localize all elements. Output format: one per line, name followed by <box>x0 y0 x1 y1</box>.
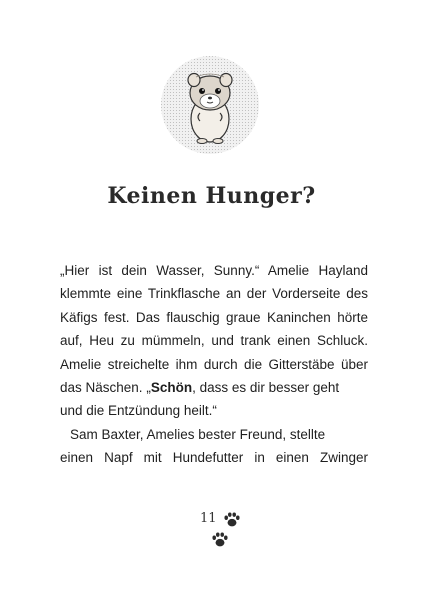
text-fragment: „ <box>146 379 151 395</box>
hamster-illustration-icon <box>160 55 260 155</box>
emphasis-word: Schön <box>150 379 193 395</box>
text-line: Käfigs fest. Das flauschig graue Kaninchen hörte <box>60 309 368 325</box>
text-line: „Hier ist dein Wasser, Sunny.“ Amelie Hayland <box>60 263 368 278</box>
paw-print-icon <box>223 512 241 528</box>
text-line: klemmte eine Trinkflasche an der Vorderseite des <box>60 286 368 302</box>
text-line: einen Napf mit Hundefutter in einen Zwinger <box>60 450 368 466</box>
text-line: Amelie streichelte ihm durch die Gitterstäbe über <box>60 356 368 372</box>
text-line <box>60 376 368 399</box>
body-text <box>60 259 368 470</box>
text-fragment: , dass es dir besser geht <box>192 379 340 395</box>
text-line: Sam Baxter, Amelies bester Freund, stellte <box>70 426 326 442</box>
text-fragment: das Näschen. <box>60 379 143 395</box>
paw-print-icon <box>211 532 229 548</box>
page-number: 11 <box>200 511 217 526</box>
text-line: und die Entzündung heilt.“ <box>60 403 217 419</box>
chapter-title: Keinen Hunger? <box>107 183 316 209</box>
text-line: auf, Heu zu mümmeln, und trank einen Schluck. <box>60 333 368 349</box>
